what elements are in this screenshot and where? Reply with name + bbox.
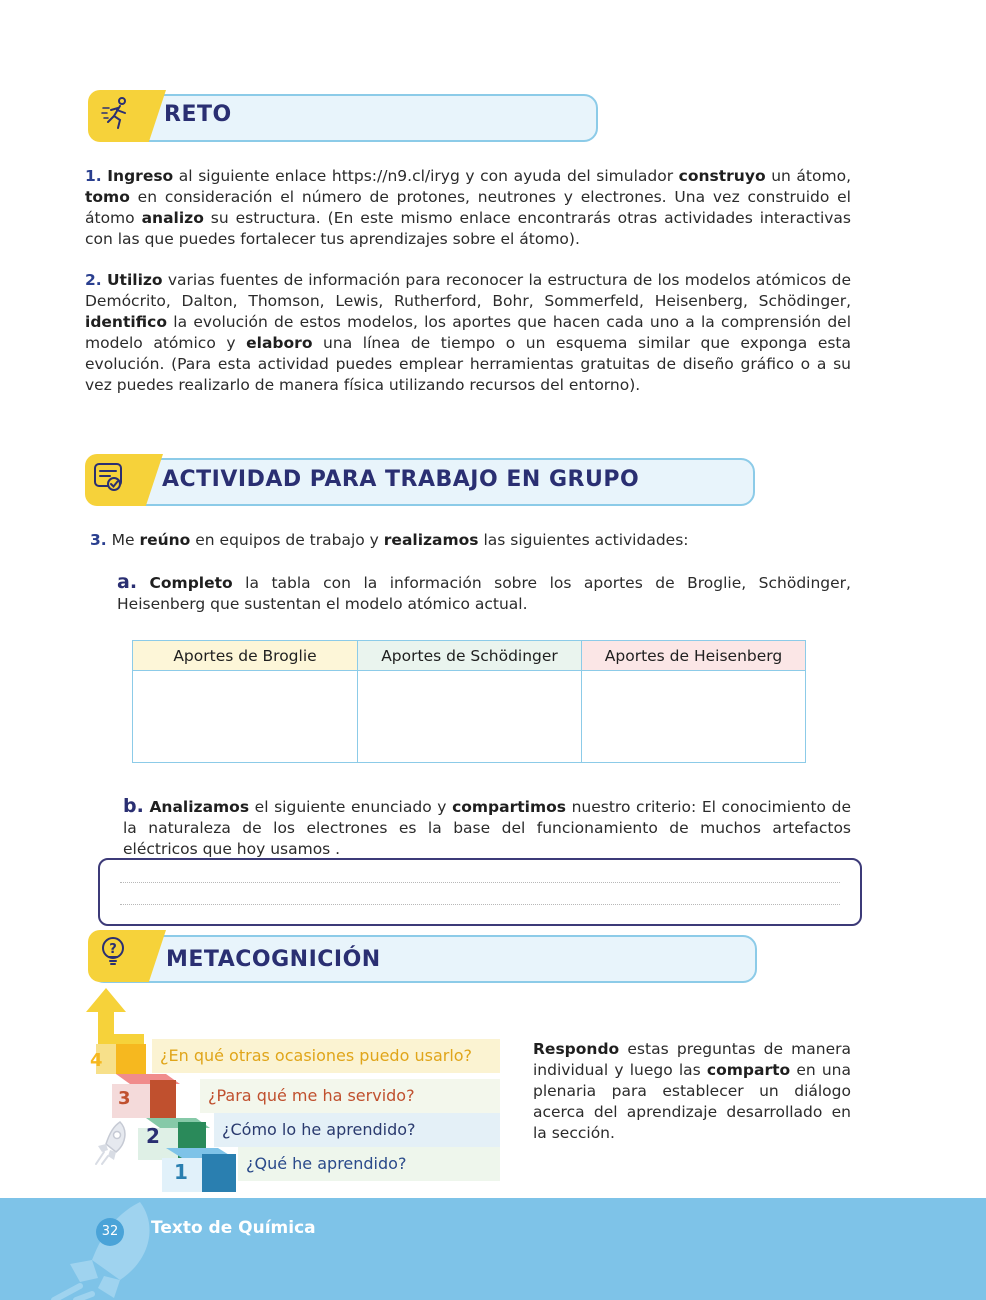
text: estas preguntas de manera individual y luego las xyxy=(533,1040,851,1079)
text: las siguientes actividades: xyxy=(478,531,689,549)
keyword: identifico xyxy=(85,313,168,331)
meta-title: METACOGNICIÓN xyxy=(166,947,381,972)
question-text: ¿Para qué me ha servido? xyxy=(208,1086,415,1105)
rocket-icon xyxy=(92,1120,132,1166)
reto-item-2 xyxy=(85,270,851,396)
running-figure-icon xyxy=(100,96,134,130)
keyword: Respondo xyxy=(533,1040,620,1058)
text: en consideración el número de protones, neutrones y electrones. Una vez construido el átomo xyxy=(85,188,851,227)
grupo-item-b xyxy=(123,796,851,860)
question-text: ¿Qué he aprendido? xyxy=(246,1154,407,1173)
aportes-table xyxy=(132,640,806,763)
meta-instructions xyxy=(533,1039,851,1144)
table-cell-heisenberg[interactable] xyxy=(582,671,806,763)
step-number-4: 4 xyxy=(90,1050,103,1071)
keyword: compartimos xyxy=(452,798,566,816)
grupo-item-3 xyxy=(90,530,850,551)
keyword: Ingreso xyxy=(107,167,174,185)
answer-box[interactable] xyxy=(98,858,862,926)
keyword: Utilizo xyxy=(106,271,163,289)
answer-line xyxy=(120,882,840,883)
table-header-broglie: Aportes de Broglie xyxy=(133,641,358,671)
table-cell-broglie[interactable] xyxy=(133,671,358,763)
svg-text:?: ? xyxy=(109,942,117,957)
item-number: 2. xyxy=(85,271,102,289)
keyword: reúno xyxy=(139,531,191,549)
keyword: Completo xyxy=(149,574,233,592)
item-letter: b. xyxy=(123,795,144,817)
step-number-1: 1 xyxy=(174,1160,188,1184)
text: la tabla con la información sobre los aportes de Broglie, Schödinger, Heisenberg que sustentan el modelo atómico actual. xyxy=(117,574,851,613)
item-number: 1. xyxy=(85,167,102,185)
text: la evolución de estos modelos, los aportes que hacen cada uno a la comprensión del modelo atómico y xyxy=(85,313,851,352)
question-text: ¿En qué otras ocasiones puedo usarlo? xyxy=(160,1046,473,1065)
step-number-3: 3 xyxy=(118,1088,131,1109)
keyword: Analizamos xyxy=(149,798,250,816)
item-number: 3. xyxy=(90,531,107,549)
question-text: ¿Cómo lo he aprendido? xyxy=(222,1120,416,1139)
page-footer xyxy=(0,1198,986,1300)
keyword: tomo xyxy=(85,188,130,206)
reto-title: RETO xyxy=(164,102,232,127)
table-header-heisenberg: Aportes de Heisenberg xyxy=(582,641,806,671)
table-cell-schodinger[interactable] xyxy=(358,671,582,763)
text: un átomo, xyxy=(765,167,851,185)
footer-title: Texto de Química xyxy=(151,1218,316,1238)
page-number: 32 xyxy=(96,1218,124,1246)
keyword: analizo xyxy=(141,209,204,227)
text: Me xyxy=(106,531,140,549)
text: nuestro criterio: El conocimiento de la naturaleza de los electrones es la base del funcionamiento de muchos artefactos eléctricos que hoy usamos . xyxy=(123,798,851,858)
text: el siguiente enunciado y xyxy=(249,798,453,816)
grupo-title: ACTIVIDAD PARA TRABAJO EN GRUPO xyxy=(162,467,640,492)
grupo-item-a xyxy=(117,572,851,615)
keyword: construyo xyxy=(678,167,766,185)
item-letter: a. xyxy=(117,571,138,593)
checklist-card-icon xyxy=(92,460,126,494)
reto-item-1 xyxy=(85,166,851,250)
rocket-watermark-icon xyxy=(40,1198,160,1300)
text: en equipos de trabajo y xyxy=(190,531,384,549)
text: en una plenaria para establecer un diálogo acerca del aprendizaje desarrollado en la sección. xyxy=(533,1061,851,1142)
table-header-schodinger: Aportes de Schödinger xyxy=(358,641,582,671)
text: su estructura. (En este mismo enlace encontrarás otras actividades interactivas con las que puedes fortalecer tus aprendizajes sobre el átomo). xyxy=(85,209,851,248)
text: una línea de tiempo o un esquema similar que exponga esta evolución. (Para esta actividad puedes emplear herramientas gratuitas de diseño gráfico o a su vez puedes realizarlo de manera física utilizando recursos del entorno). xyxy=(85,334,852,394)
keyword: elaboro xyxy=(246,334,313,352)
steps-graphic xyxy=(86,1040,246,1196)
text: varias fuentes de información para reconocer la estructura de los modelos atómicos de Demócrito, Dalton, Thomson, Lewis, Rutherford, Bohr, Sommerfeld, Heisenberg, Schödinger, xyxy=(85,271,851,310)
question-row-2 xyxy=(214,1113,500,1147)
answer-line xyxy=(120,904,840,905)
question-row-1 xyxy=(238,1147,500,1181)
keyword: comparto xyxy=(706,1061,791,1079)
text: al siguiente enlace https://n9.cl/iryg y con ayuda del simulador xyxy=(173,167,679,185)
lightbulb-icon xyxy=(96,934,130,968)
keyword: realizamos xyxy=(383,531,479,549)
step-number-2: 2 xyxy=(146,1124,160,1148)
